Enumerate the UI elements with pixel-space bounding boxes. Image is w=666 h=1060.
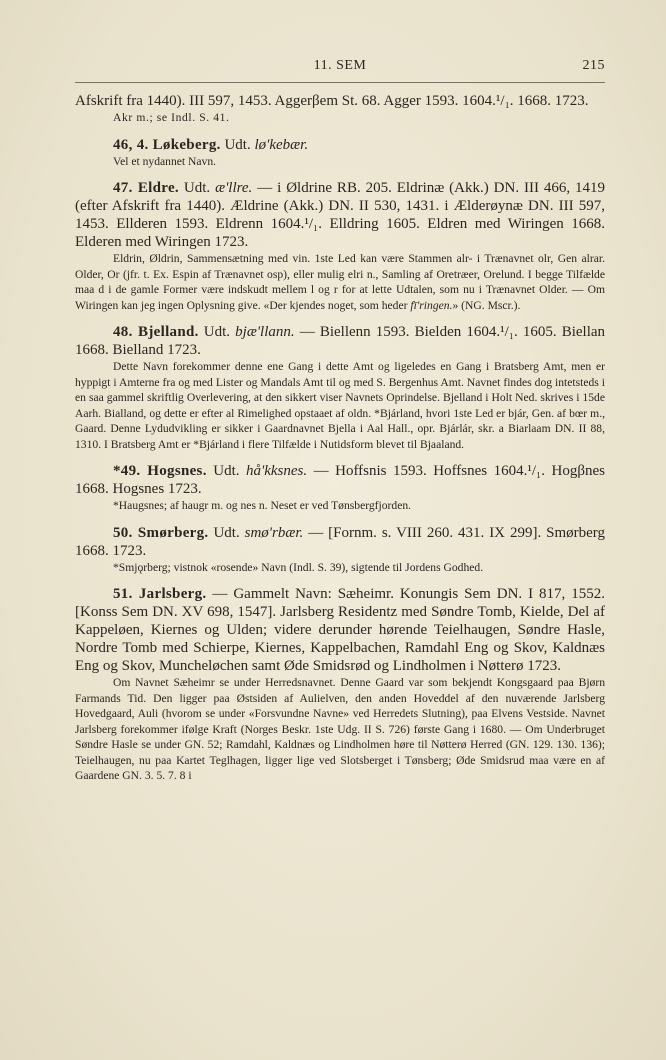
pronunciation: bjæ'llann.	[235, 324, 295, 340]
pronunciation: lø'kebær.	[254, 136, 309, 153]
entry-forms: — [Fornm. s. VIII 260. 431. IX 299]. Smørberg 1668. 1723.	[75, 524, 606, 559]
udt-label: Udt.	[213, 524, 240, 541]
pronunciation: hå'kksnes.	[246, 463, 308, 479]
udt-label: Udt.	[224, 136, 251, 153]
entry-46	[75, 136, 605, 154]
udt-label: Udt.	[213, 463, 240, 479]
entry-forms: — Hoffsnis 1593. Hoffsnes 1604.¹/₁. Hogβnes 1668. Hogsnes 1723.	[75, 463, 605, 497]
chapter-title: 11. SEM	[313, 58, 367, 73]
running-header	[75, 58, 605, 78]
entry-51	[75, 585, 605, 675]
header-rule	[75, 82, 605, 83]
entry-forms: — Biellenn 1593. Bielden 1604.¹/₁. 1605. Biellan 1668. Bielland 1723.	[75, 324, 606, 358]
entry-heading: 51. Jarlsberg.	[113, 586, 207, 602]
page-number: 215	[582, 58, 605, 73]
entry-46-note: Vel et nydannet Navn.	[113, 154, 217, 168]
note-source: » (NG. Mscr.).	[452, 298, 521, 312]
entry-48-note: Dette Navn forekommer denne ene Gang i dette Amt og ligeledes en Gang i Bratsberg Amt, men er hyppigt i Amterne fra og med Lister og Mandals Amt til og med S. Bergenhus Amt. Navnet findes dog intetsteds i en saa gammel skriftlig Overlevering, at den sikkert viser Navnets Oprindelse. Bjelland i Holt Ned. skrives i 15de Aarh. Bialland, og dette er efter al Rimelighed opstaaet af oldn. *Bjárland, hvori 1ste Led er bjár, Gen. af bœr m., Gaard. Denne Lydudvikling er sikker i Gaardnavnet Bjella i Aal Hall., opr. Bjárlár, skr. a Biarlaam DN. II 88, 1310. I Bratsberg Amt er *Bjárland i flere Tilfælde i Nutidsform blevet til Bjaaland.	[75, 360, 605, 451]
pronunciation: fī'ringen.	[410, 298, 453, 312]
entry-50-note: *Smjǫrberg; vistnok «rosende» Navn (Indl. S. 39), sigtende til Jordens Godhed.	[113, 560, 484, 574]
entry-forms: — Gammelt Navn: Sæheimr. Konungis Sem DN. I 817, 1552. [Konss Sem DN. XV 698, 1547]. Jarlsberg Residentz med Søndre Tomb, Kielde, Del af Kappeløen, Kiernes og Ulden; videre derunder hørende Teielhaugen, Søndre Hasle, Nordre Tomb med Schierpe, Kiernes, Kappelbachen, Ramdahl Eng og Skov, Kaldnæs Eng og Skov, Muncheløchen samt Øde Smidsrød og Lindholmen i Nøtterø 1723.	[75, 586, 605, 674]
entry-heading: *49. Hogsnes.	[113, 463, 207, 479]
note-text: Eldrin, Øldrin, Sammensætning med vin. 1ste Led kan være Stammen alr- i Trænavnet olr, Gen alrar. Older, Or (jfr. t. Ex. Espin af Trænavnet osp), eller mulig elri n., Samling af Oretræer, Orelund. I begge Tilfælde maa d i de gamle Former være indskudt mellem l og r for at lette Udtalen, som nu i Trænavnet Older. — Om Wiringen kan jeg ingen Oplysning give. «Der kjendes noget, som heder	[75, 252, 605, 312]
entry-48	[75, 323, 605, 359]
entry-50	[75, 524, 605, 560]
pronunciation: smø'rbær.	[244, 524, 304, 541]
entry-heading: 47. Eldre.	[113, 180, 179, 196]
entry-heading: 46, 4. Løkeberg.	[113, 136, 221, 153]
entry-47	[75, 179, 605, 251]
udt-label: Udt.	[203, 324, 231, 340]
udt-label: Udt.	[183, 180, 211, 196]
page-body	[75, 92, 605, 784]
entry-49	[75, 462, 605, 498]
entry-51-note: Om Navnet Sæheimr se under Herredsnavnet. Denne Gaard var som bekjendt Kongsgaard paa Bjørn Farmands Tid. Den ligger paa Østsiden af Aulielven, den anden Hoveddel af den nuværende Jarlsberg Hovedgaard, Auli (hvorom se under «Forsvundne Navne» ved Herredets Slutning), paa Elvens Vestside. Navnet Jarlsberg forekommer ifølge Kraft (Norges Beskr. 1ste Udg. II S. 726) første Gang i 1680. — Om Underbruget Søndre Hasle se under GN. 52; Ramdahl, Kaldnæs og Lindholmen høre til Nøtterø Herred (GN. 129. 130. 136); Teielhaugen, nu paa Kartet Teglhagen, ligger lige ved Slotsberget i Tønsberg; Øde Smidsrud maa være en af Gaardene GN. 3. 5. 7. 8 i	[75, 676, 605, 782]
entry-heading: 50. Smørberg.	[113, 524, 209, 541]
entry-47-note	[75, 251, 605, 313]
entry-49-note: *Haugsnes; af haugr m. og nes n. Neset er ved Tønsbergfjorden.	[113, 499, 412, 512]
continued-note: Akr m.; se Indl. S. 41.	[113, 111, 230, 124]
continued-text: Afskrift fra 1440). III 597, 1453. Aggerβem St. 68. Agger 1593. 1604.¹/₁. 1668. 1723.	[75, 93, 589, 109]
entry-heading: 48. Bjelland.	[113, 324, 199, 340]
entry-forms: — i Øldrine RB. 205. Eldrinæ (Akk.) DN. III 466, 1419 (efter Afskrift fra 1440). Ældrine (Akk.) DN. II 530, 1431. i Ælderøynæ DN. III 597, 1453. Ellderen 1593. Eldrenn 1604.¹/₁. Elldring 1605. Eldren med Wiringen 1668. Elderen med Wiringen 1723.	[75, 180, 606, 250]
pronunciation: æ'llre.	[215, 180, 253, 196]
